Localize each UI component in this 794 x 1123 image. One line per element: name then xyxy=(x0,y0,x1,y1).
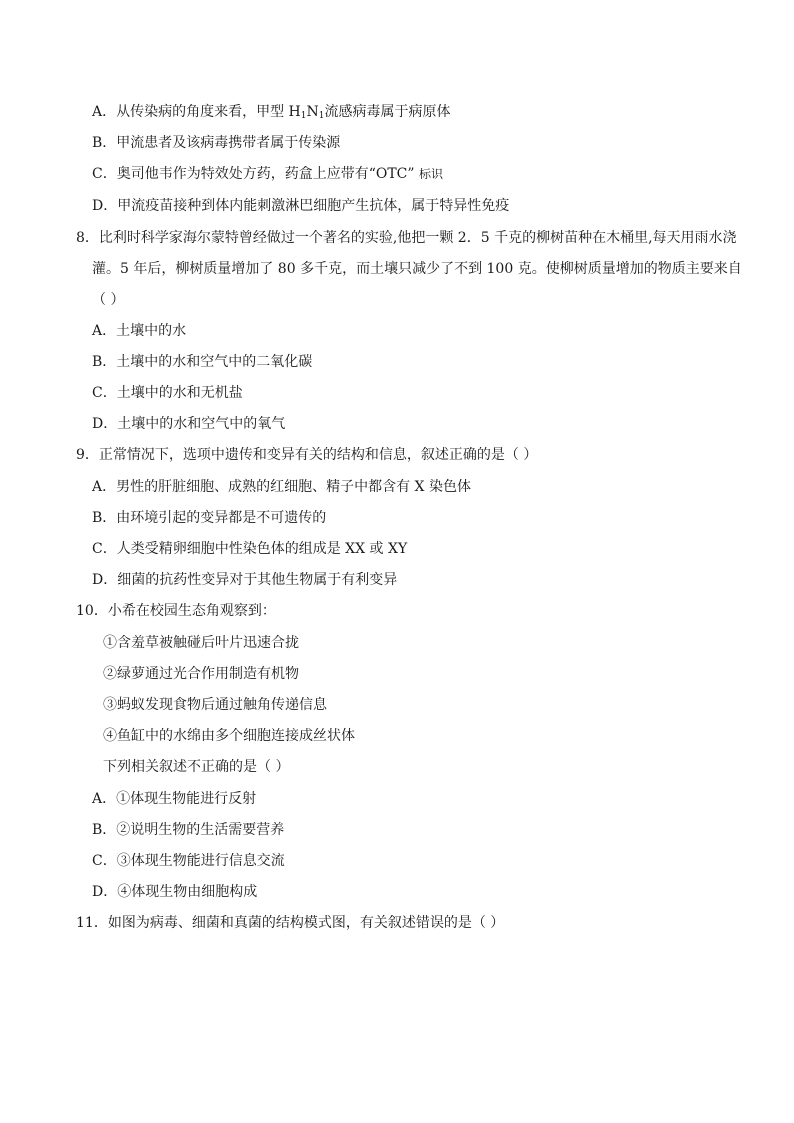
q10-option-c: C．③体现生物能进行信息交流 xyxy=(92,853,285,869)
q7-option-c-mark: 标识 xyxy=(419,167,444,181)
q10-item-4: ④鱼缸中的水绵由多个细胞连接成丝状体 xyxy=(103,728,355,744)
q8-option-d: D．土壤中的水和空气中的氧气 xyxy=(92,416,286,432)
q10-item-2: ②绿萝通过光合作用制造有机物 xyxy=(103,666,299,682)
q8-option-b: B．土壤中的水和空气中的二氧化碳 xyxy=(92,354,313,370)
q10-option-d: D．④体现生物由细胞构成 xyxy=(92,884,258,900)
q10-item-1: ①含羞草被触碰后叶片迅速合拢 xyxy=(103,635,299,651)
q9-option-a: A．男性的肝脏细胞、成熟的红细胞、精子中都含有 X 染色体 xyxy=(92,479,471,495)
subscript-1: 1 xyxy=(300,111,307,121)
q8-stem-line2: 灌。5 年后，柳树质量增加了 80 多千克，而土壤只减少了不到 100 克。使柳树质量增加的物质主要来自 xyxy=(92,261,742,277)
q11-stem: 11．如图为病毒、细菌和真菌的结构模式图，有关叙述错误的是（ ） xyxy=(76,915,505,931)
q9-option-d: D．细菌的抗药性变异对于其他生物属于有利变异 xyxy=(92,572,398,588)
q10-sub-stem: 下列相关叙述不正确的是（ ） xyxy=(103,759,290,775)
q8-option-c: C．土壤中的水和无机盐 xyxy=(92,385,243,401)
q7-option-b: B．甲流患者及该病毒携带者属于传染源 xyxy=(92,135,341,151)
q9-option-b: B．由环境引起的变异都是不可遗传的 xyxy=(92,510,327,526)
q8-stem-line1: 8．比利时科学家海尔蒙特曾经做过一个著名的实验,他把一颗 2．5 千克的柳树苗种在木桶里,每天用雨水浇 xyxy=(76,230,737,246)
q9-option-c: C．人类受精卵细胞中性染色体的组成是 XX 或 XY xyxy=(92,541,408,557)
q10-option-b: B．②说明生物的生活需要营养 xyxy=(92,822,285,838)
q7-option-a-n: N xyxy=(306,104,319,120)
q7-option-a-text: A．从传染病的角度来看，甲型 H xyxy=(92,104,301,120)
q10-item-3: ③蚂蚁发现食物后通过触角传递信息 xyxy=(103,697,327,713)
q8-answer-blank: （ ） xyxy=(92,292,125,308)
q7-option-a xyxy=(92,102,451,122)
q10-stem: 10．小希在校园生态角观察到： xyxy=(76,603,276,619)
q8-option-a: A．土壤中的水 xyxy=(92,323,187,339)
q7-option-c-text: C．奥司他韦作为特效处方药，药盒上应带有“OTC” xyxy=(92,166,415,182)
q9-stem: 9．正常情况下，选项中遗传和变异有关的结构和信息，叙述正确的是（ ） xyxy=(76,447,538,463)
q7-option-c xyxy=(92,164,443,184)
q7-option-d: D．甲流疫苗接种到体内能刺激淋巴细胞产生抗体，属于特异性免疫 xyxy=(92,198,510,214)
q7-option-a-tail: 流感病毒属于病原体 xyxy=(324,104,451,120)
q10-option-a: A．①体现生物能进行反射 xyxy=(92,791,257,807)
subscript-1b: 1 xyxy=(318,111,325,121)
